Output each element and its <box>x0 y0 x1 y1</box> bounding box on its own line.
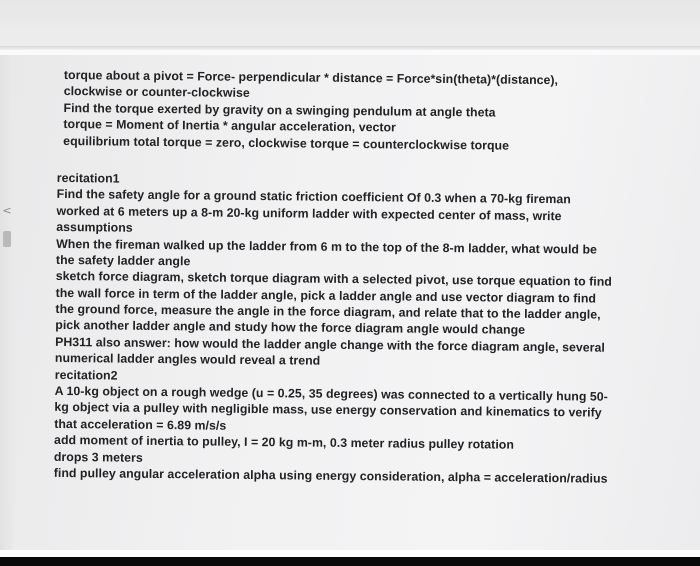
text-line: find pulley angular acceleration alpha using energy consideration, alpha = acceleration/radius <box>53 465 608 486</box>
text-line: When the fireman walked up the ladder from 6 m to the top of the 8-m ladder, what would be <box>56 236 598 257</box>
document-text <box>53 67 684 488</box>
text-line: recitation2 <box>54 367 118 383</box>
text-line: recitation1 <box>56 170 120 186</box>
text-line: the ground force, measure the angle in the force diagram, and relate that to the ladder angle, <box>55 302 601 322</box>
text-line: add moment of inertia to pulley, I = 20 kg m-m, 0.3 meter radius pulley rotation <box>54 433 515 452</box>
top-paper-strip <box>0 0 700 50</box>
text-line: the safety ladder angle <box>55 252 191 269</box>
text-line: the wall force in term of the ladder angle, pick a ladder angle and use vector diagram to find <box>55 285 597 306</box>
text-line: PH311 also answer: how would the ladder angle change with the force diagram angle, several <box>55 334 605 355</box>
text-line: Find the safety angle for a ground static friction coefficient Of 0.3 when a 70-kg fireman <box>56 187 571 207</box>
text-line: clockwise or counter-clockwise <box>63 84 250 101</box>
text-line: that acceleration = 6.89 m/s/s <box>54 416 227 433</box>
text-line: equilibrium total torque = zero, clockwise torque = counterclockwise torque <box>63 133 510 153</box>
paper-edge <box>0 46 700 50</box>
document-page <box>14 55 700 550</box>
bottom-dark-edge <box>0 557 700 566</box>
text-line: sketch force diagram, sketch torque diagram with a selected pivot, use torque equation to find <box>55 269 612 290</box>
text-line: A 10-kg object on a rough wedge (u = 0.25, 35 degrees) was connected to a vertically hung 50- <box>54 383 608 404</box>
text-line: torque = Moment of Inertia * angular acceleration, vector <box>63 117 397 135</box>
text-line: assumptions <box>56 220 133 235</box>
text-line: Find the torque exerted by gravity on a swinging pendulum at angle theta <box>63 100 496 120</box>
torque-notes-section <box>63 67 684 155</box>
left-scroll-gutter <box>0 55 14 550</box>
text-line: worked at 6 meters up a 8-m 20-kg uniform ladder with expected center of mass, write <box>56 203 562 223</box>
chevron-left-icon[interactable]: < <box>2 204 12 217</box>
text-line: torque about a pivot = Force- perpendicular * distance = Force*sin(theta)*(distance), <box>63 67 559 88</box>
text-line: pick another ladder angle and study how the force diagram angle would change <box>55 318 526 338</box>
scroll-thumb[interactable] <box>3 231 11 247</box>
recitation-section <box>54 170 683 488</box>
text-line: numerical ladder angles would reveal a trend <box>54 351 321 368</box>
text-line: drops 3 meters <box>53 449 143 465</box>
text-line: kg object via a pulley with negligible mass, use energy conservation and kinematics to verify <box>54 400 602 421</box>
